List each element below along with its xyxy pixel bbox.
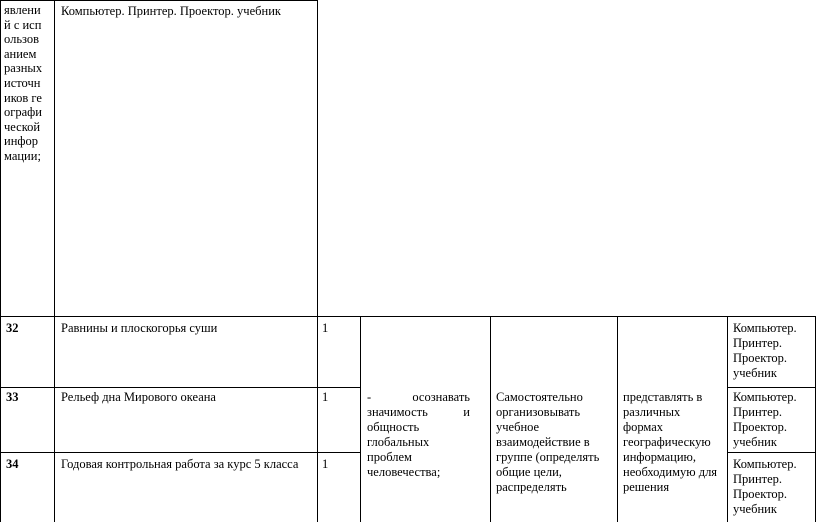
- narrow-column-text: явлений с использованием разных источников географической информации;: [4, 3, 43, 163]
- table-border: [0, 0, 1, 522]
- lesson-topic: Годовая контрольная работа за курс 5 класса: [61, 457, 299, 471]
- lesson-hours: 1: [322, 321, 329, 335]
- table-border: [0, 316, 816, 317]
- lesson-number: 34: [6, 457, 19, 471]
- personal-results-text: - осознавать значимость и общность глобальных проблем человечества;: [367, 390, 470, 479]
- cognitive-results-text: представлять в различных формах географическую информацию, необходимую для решения: [623, 390, 718, 494]
- table-border: [360, 316, 361, 522]
- table-border: [727, 316, 728, 522]
- lesson-topic: Рельеф дна Мирового океана: [61, 390, 216, 404]
- table-border: [317, 0, 318, 522]
- resources-text: Компьютер. Принтер. Проектор. учебник: [733, 321, 797, 380]
- lesson-hours: 1: [322, 390, 329, 404]
- lesson-hours: 1: [322, 457, 329, 471]
- lesson-number: 32: [6, 321, 19, 335]
- table-border: [54, 0, 55, 522]
- regulative-results-text: Самостоятельно организовывать учебное взаимодействие в группе (определять общие цели, распределять: [496, 390, 600, 494]
- table-border: [617, 316, 618, 522]
- table-border: [0, 0, 318, 1]
- table-border: [727, 452, 816, 453]
- resources-text: Компьютер. Принтер. Проектор. учебник: [733, 457, 797, 516]
- lesson-number: 33: [6, 390, 19, 404]
- table-border: [727, 387, 816, 388]
- resources-text: Компьютер. Принтер. Проектор. учебник: [61, 4, 281, 18]
- resources-text: Компьютер. Принтер. Проектор. учебник: [733, 390, 797, 449]
- lesson-topic: Равнины и плоскогорья суши: [61, 321, 218, 335]
- table-border: [490, 316, 491, 522]
